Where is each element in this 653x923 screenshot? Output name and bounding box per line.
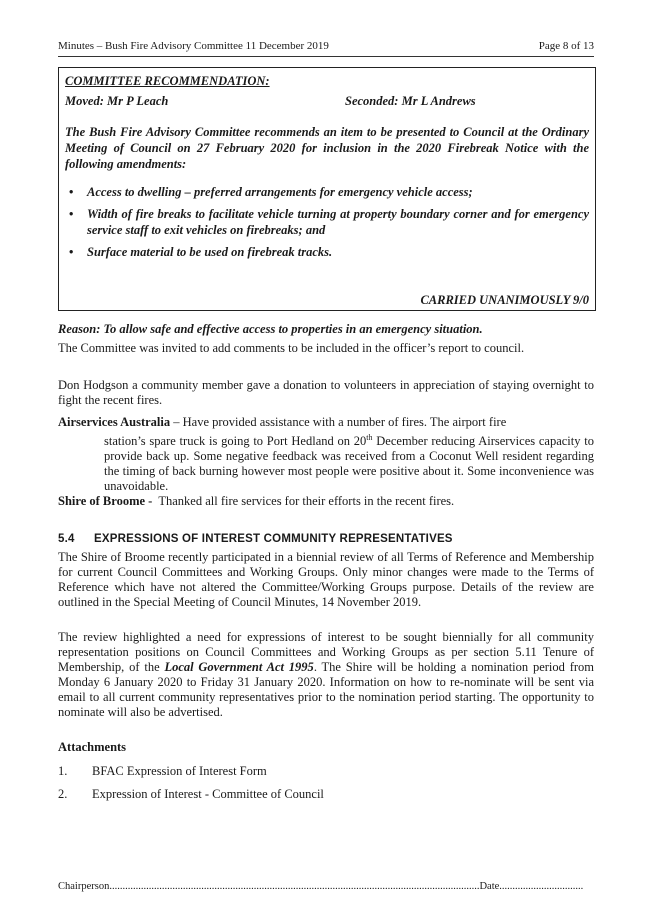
act-reference: Local Government Act 1995 [164,660,314,674]
section-number: 5.4 [58,533,75,545]
page-header [58,40,594,52]
amendments-list [65,184,589,260]
carried-status: CARRIED UNANIMOUSLY 9/0 [420,293,589,307]
bullet-icon: • [69,207,74,221]
list-item: • Width of fire breaks to facilitate vehicle turning at property boundary corner and for emergency service staff to exit vehicles on firebreaks; and [69,207,589,237]
seconded-by: Seconded: Mr L Andrews [345,94,476,108]
reason-text: Reason: To allow safe and effective access to properties in an emergency situation. [58,322,483,336]
recommendation-title: COMMITTEE RECOMMENDATION: [65,74,270,88]
attachment-item: 1. BFAC Expression of Interest Form [58,764,267,778]
signature-footer: Chairperson.............................................................................................................................................Date................................ [58,881,584,892]
attachment-item: 2. Expression of Interest - Committee of Council [58,787,324,801]
paragraph-shire-thanks: Shire of Broome - Thanked all fire services for their efforts in the recent fires. [58,494,455,508]
recommendation-text: The Bush Fire Advisory Committee recommends an item to be presented to Council at the Ordinary Meeting of Council on 27 February 2020 for inclusion in the 2020 Firebreak Notice with the following amendments: [65,125,589,171]
section-heading [58,533,453,545]
section-title: EXPRESSIONS OF INTEREST COMMUNITY REPRESENTATIVES [94,533,453,545]
airservices-label: Airservices Australia [58,415,171,429]
paragraph-committee-comments: The Committee was invited to add comments to be included in the officer’s report to council. [58,341,525,355]
mover-row [65,92,589,110]
bullet-icon: • [69,185,74,199]
page-number: Page 8 of 13 [538,40,594,52]
bullet-icon: • [69,245,74,259]
attachments-heading: Attachments [58,740,127,754]
shire-label: Shire of Broome - [58,494,153,508]
header-title: Minutes – Bush Fire Advisory Committee 11 December 2019 [58,40,329,52]
list-item: • Surface material to be used on firebreak tracks. [69,245,333,259]
header-divider [58,56,594,57]
recommendation-box [58,67,596,311]
moved-by: Moved: Mr P Leach [65,94,169,108]
paragraph-nomination: The review highlighted a need for expressions of interest to be sought biennially for all community representation positions on Council Committees and Working Groups as per section 5.11 Tenure of Membership, of the Local Government Act 1995. The Shire will be holding a nomination period from Monday 6 January 2020 to Friday 31 January 2020. Information on how to re-nominate will be sent via email to all current community representatives prior to the nomination period starting. The opportunity to nominate will also be advertised. [58,630,594,719]
paragraph-review: The Shire of Broome recently participated in a biennial review of all Terms of Reference and Membership for current Council Committees and Working Groups. Only minor changes were made to the Terms of Reference which have not altered the Committee/Working Groups purpose. Details of the review are outlined in the Special Meeting of Council Minutes, 14 November 2019. [58,550,594,609]
list-item: • Access to dwelling – preferred arrangements for emergency vehicle access; [69,185,473,199]
paragraph-donation: Don Hodgson a community member gave a donation to volunteers in appreciation of staying overnight to fight the recent fires. [58,378,594,407]
paragraph-airservices: Airservices Australia – Have provided assistance with a number of fires. The airport fire station’s spare truck is going to Port Hedland on 20th December reducing Airservices capacity to provide back up. Some negative feedback was received from a Coconut Well resident regarding the timing of back burning however most people were positive about it. Some inconvenience was unavoidable. [58,415,594,494]
